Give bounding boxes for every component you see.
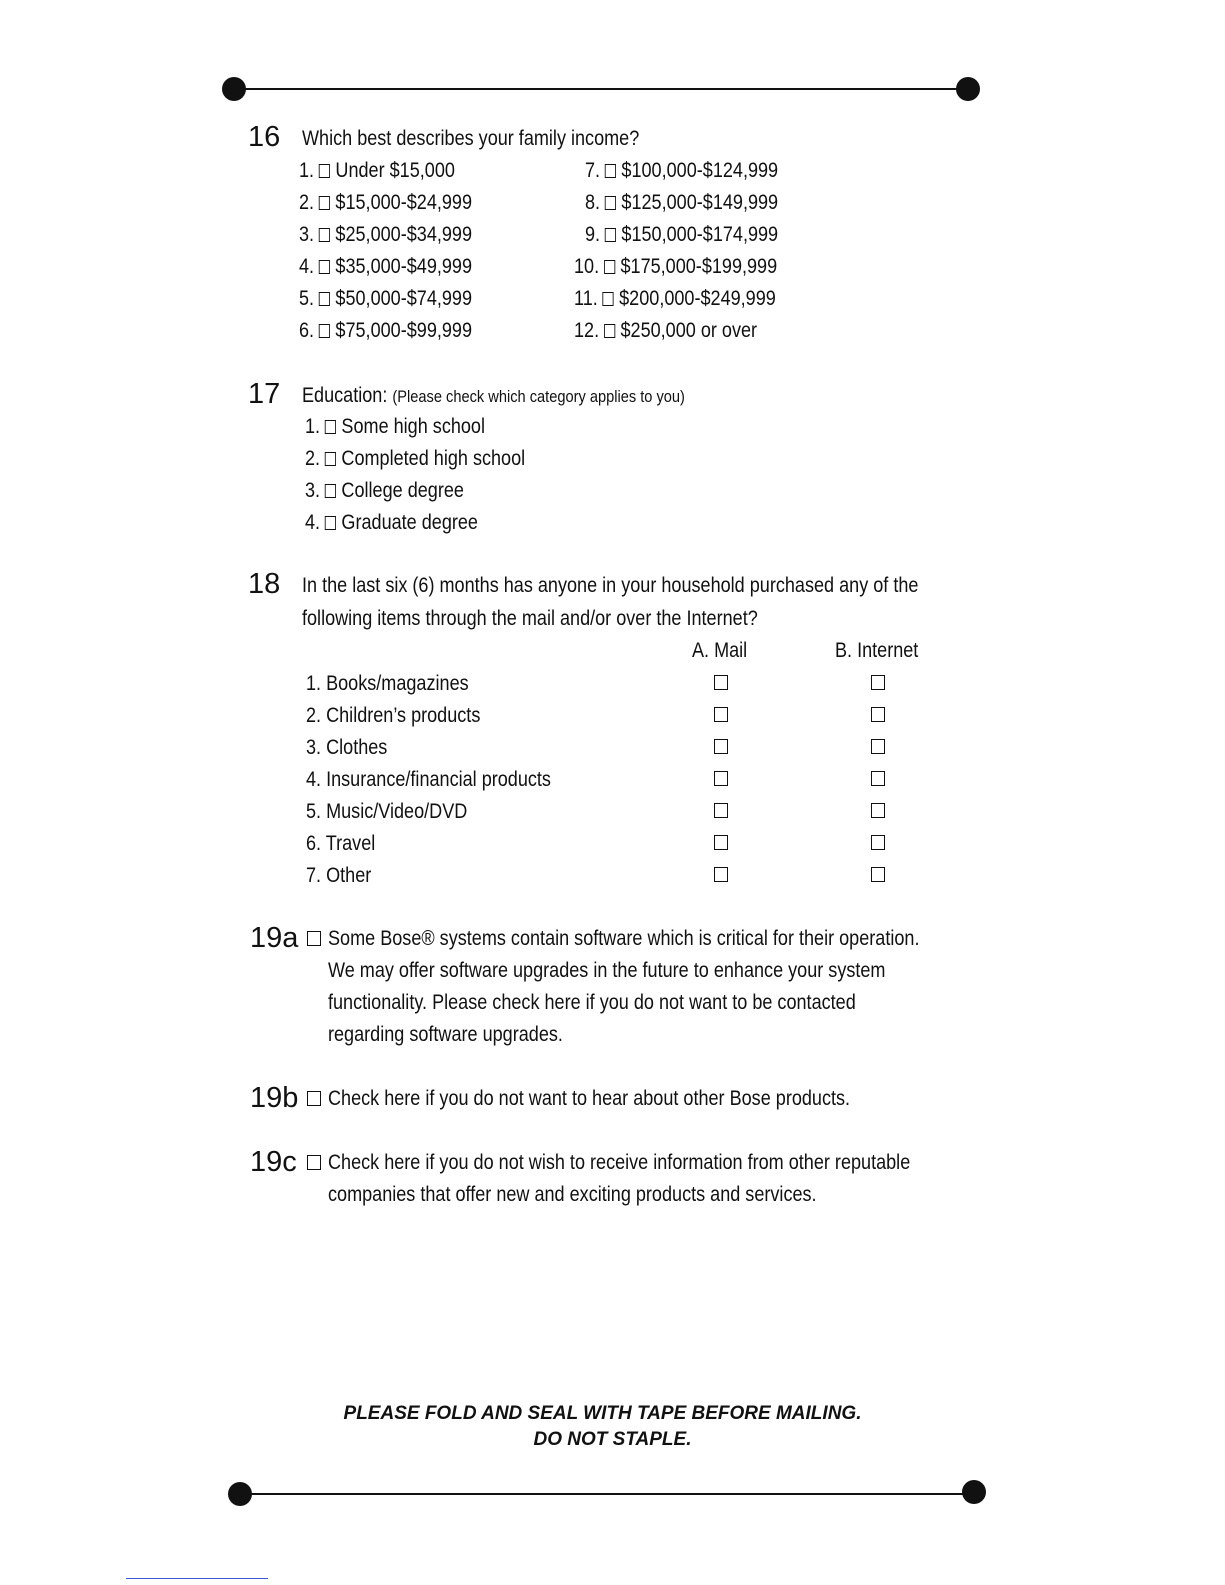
q17-note: (Please check which category applies to you) — [392, 387, 685, 406]
internet-checkbox[interactable] — [871, 867, 885, 882]
q18-number: 18 — [248, 568, 281, 600]
q17-option[interactable]: 2. Completed high school — [305, 447, 526, 470]
checkbox[interactable] — [605, 228, 616, 242]
q16-option[interactable]: 4. $35,000-$49,999 — [299, 255, 473, 278]
q19a-line: We may offer software upgrades in the future to enhance your system — [328, 959, 886, 982]
q18-item: 4. Insurance/financial products — [306, 768, 551, 791]
mail-checkbox[interactable] — [714, 835, 728, 850]
q19a-line: regarding software upgrades. — [328, 1023, 563, 1046]
q16-option[interactable]: 9. $150,000-$174,999 — [585, 223, 779, 246]
q19c-number: 19c — [250, 1146, 297, 1178]
q17-question: Education: (Please check which category applies to you) — [302, 384, 685, 407]
q17-option[interactable]: 3. College degree — [305, 479, 464, 502]
internet-checkbox[interactable] — [871, 835, 885, 850]
q19b-text: Check here if you do not want to hear about other Bose products. — [328, 1087, 851, 1110]
q19b-number: 19b — [250, 1082, 299, 1114]
q16-option[interactable]: 6. $75,000-$99,999 — [299, 319, 473, 342]
mail-checkbox[interactable] — [714, 771, 728, 786]
q19a-line: functionality. Please check here if you do not want to be contacted — [328, 991, 856, 1014]
q18-question-line2: following items through the mail and/or over the Internet? — [302, 607, 758, 630]
internet-checkbox[interactable] — [871, 739, 885, 754]
checkbox[interactable] — [603, 292, 614, 306]
q16-number: 16 — [248, 121, 281, 153]
internet-checkbox[interactable] — [871, 771, 885, 786]
q16-option[interactable]: 2. $15,000-$24,999 — [299, 191, 473, 214]
checkbox[interactable] — [325, 452, 336, 466]
checkbox[interactable] — [319, 228, 330, 242]
top-right-dot — [956, 77, 980, 101]
q18-item: 2. Children’s products — [306, 704, 481, 727]
q16-option[interactable]: 1. Under $15,000 — [299, 159, 455, 182]
q16-option[interactable]: 8. $125,000-$149,999 — [585, 191, 779, 214]
checkbox[interactable] — [319, 164, 330, 178]
q17-option[interactable]: 1. Some high school — [305, 415, 485, 438]
q18-item: 7. Other — [306, 864, 372, 887]
q18-col-internet: B. Internet — [835, 639, 919, 662]
q19c-checkbox[interactable] — [307, 1155, 321, 1170]
q16-option[interactable]: 7. $100,000-$124,999 — [585, 159, 779, 182]
q19a-checkbox[interactable] — [307, 931, 321, 946]
checkbox[interactable] — [325, 420, 336, 434]
bottom-right-dot — [962, 1480, 986, 1504]
internet-checkbox[interactable] — [871, 707, 885, 722]
q18-col-mail: A. Mail — [692, 639, 748, 662]
q18-item: 1. Books/magazines — [306, 672, 469, 695]
q17-number: 17 — [248, 378, 281, 410]
q16-option[interactable]: 3. $25,000-$34,999 — [299, 223, 473, 246]
checkbox[interactable] — [325, 516, 336, 530]
q18-item: 5. Music/Video/DVD — [306, 800, 468, 823]
q16-option[interactable]: 11. $200,000-$249,999 — [574, 287, 776, 310]
q16-option[interactable]: 12. $250,000 or over — [574, 319, 758, 342]
checkbox[interactable] — [605, 164, 616, 178]
link-underline — [126, 1578, 268, 1579]
top-rule — [234, 88, 968, 90]
q19c-line: Check here if you do not wish to receive information from other reputable — [328, 1151, 911, 1174]
q19c-line: companies that offer new and exciting products and services. — [328, 1183, 817, 1206]
q18-item: 6. Travel — [306, 832, 376, 855]
checkbox[interactable] — [604, 324, 615, 338]
bottom-rule — [240, 1493, 975, 1495]
q18-question-line1: In the last six (6) months has anyone in your household purchased any of the — [302, 574, 919, 597]
mail-checkbox[interactable] — [714, 675, 728, 690]
checkbox[interactable] — [319, 324, 330, 338]
checkbox[interactable] — [319, 260, 330, 274]
q16-question: Which best describes your family income? — [302, 127, 640, 150]
mail-checkbox[interactable] — [714, 739, 728, 754]
checkbox[interactable] — [319, 196, 330, 210]
q19b-checkbox[interactable] — [307, 1091, 321, 1106]
checkbox[interactable] — [319, 292, 330, 306]
mail-checkbox[interactable] — [714, 707, 728, 722]
checkbox[interactable] — [325, 484, 336, 498]
footer-line1: PLEASE FOLD AND SEAL WITH TAPE BEFORE MAILING. — [343, 1403, 862, 1424]
mail-checkbox[interactable] — [714, 867, 728, 882]
q18-item: 3. Clothes — [306, 736, 388, 759]
mail-checkbox[interactable] — [714, 803, 728, 818]
q16-option[interactable]: 10. $175,000-$199,999 — [574, 255, 778, 278]
internet-checkbox[interactable] — [871, 803, 885, 818]
q19a-line: Some Bose® systems contain software which is critical for their operation. — [328, 927, 920, 950]
checkbox[interactable] — [604, 260, 615, 274]
q17-option[interactable]: 4. Graduate degree — [305, 511, 478, 534]
checkbox[interactable] — [605, 196, 616, 210]
internet-checkbox[interactable] — [871, 675, 885, 690]
q16-option[interactable]: 5. $50,000-$74,999 — [299, 287, 473, 310]
q19a-number: 19a — [250, 922, 299, 954]
footer-line2: DO NOT STAPLE. — [533, 1429, 692, 1450]
